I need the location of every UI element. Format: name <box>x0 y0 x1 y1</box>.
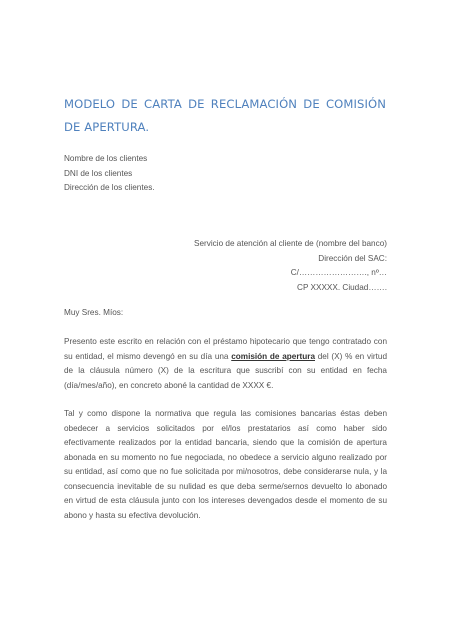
recipient-address-label: Dirección del SAC: <box>318 253 387 263</box>
recipient-postcode-city: CP XXXXX. Ciudad……. <box>297 282 387 292</box>
paragraph-1-emphasis: comisión de apertura <box>231 351 315 361</box>
paragraph-1-start: Presento este escrito en relación con el préstamo hipotecario que tengo contratado con su entidad, el mismo devengó en su día una <box>64 337 387 361</box>
document-title: MODELO DE CARTA DE RECLAMACIÓN DE COMISIÓN DE APERTURA. <box>64 97 386 134</box>
sender-address: Dirección de los clientes. <box>64 183 155 192</box>
sender-name: Nombre de los clientes <box>64 154 148 163</box>
sender-block <box>64 152 155 196</box>
salutation: Muy Sres. Míos: <box>64 308 124 317</box>
recipient-street: C/……………………., nº… <box>290 268 387 277</box>
paragraph-1-end: del (X) % en virtud de la cláusula número (X) de la escritura que suscribí con su entidad en fecha (día/mes/año), en concreto aboné la cantidad de XXXX €. <box>64 351 387 390</box>
paragraph-1 <box>64 335 387 393</box>
paragraph-2: Tal y como dispone la normativa que regula las comisiones bancarias éstas deben obedecer a servicios solicitados por el/los prestatarios así como haber sido efectivamente realizados por la entidad bancaria, siendo que la comisión de apertura abonada en su momento no fue negociada, no obedece a servicio alguno realizado por su entidad, así como que no fue solicitada por mi/nosotros, debe considerarse nula, y la consecuencia inevitable de su nulidad es que deba serme/sernos devuelto lo abonado en virtud de esta cláusula junto con los intereses devengados desde el momento de su abono y hasta su efectiva devolución. <box>64 409 387 520</box>
recipient-block <box>194 237 387 295</box>
sender-id: DNI de los clientes <box>64 168 133 178</box>
recipient-name: Servicio de atención al cliente de (nombre del banco) <box>194 239 387 248</box>
